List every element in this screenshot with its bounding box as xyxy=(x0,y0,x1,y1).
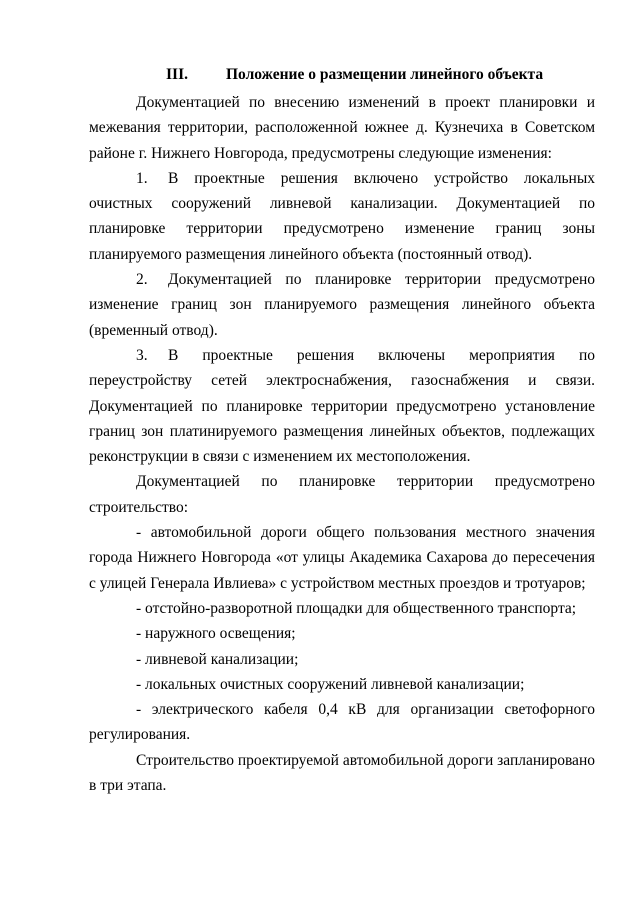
list-item-2-text: Документацией по планировке территории предусмотрено изменение границ зон планируемого размещения линейного объекта (временный отвод). xyxy=(89,271,595,339)
list-item-3-number: 3. xyxy=(136,346,148,364)
list-item-1-number: 1. xyxy=(136,169,148,187)
list-item-3 xyxy=(89,343,595,469)
dash-item-sewer: - ливневой канализации; xyxy=(136,650,299,668)
dash-item-lighting: - наружного освещения; xyxy=(136,625,296,643)
section-number: III. xyxy=(166,66,188,83)
dash-item-cable: - электрического кабеля 0,4 кВ для организации светофорного регулирования. xyxy=(89,701,595,744)
dash-item-treatment: - локальных очистных сооружений ливневой канализации; xyxy=(136,675,525,693)
list-item-1-text: В проектные решения включено устройство локальных очистных сооружений ливневой канализации. Документацией по планировке территории предусмотрено изменение границ зоны планируемого размещения линейного объекта (постоянный отвод). xyxy=(89,169,595,263)
stages-paragraph: Строительство проектируемой автомобильной дороги запланировано в три этапа. xyxy=(89,751,595,795)
section-heading xyxy=(89,64,595,86)
section-title: Положение о размещении линейного объекта xyxy=(226,66,544,83)
list-item-3-text: В проектные решения включены мероприятия по переустройству сетей электроснабжения, газоснабжения и связи. Документацией по планировке территории предусмотрено установление границ зон платинируемого размещения линейных объектов, подлежащих реконструкции в связи с изменением их местоположения. xyxy=(89,346,595,466)
list-item-2 xyxy=(89,267,595,343)
intro-paragraph: Документацией по внесению изменений в проект планировки и межевания территории, расположенной южнее д. Кузнечиха в Советском районе г. Нижнего Новгорода, предусмотрены следующие изменения: xyxy=(89,94,595,162)
list-item-1 xyxy=(89,166,595,267)
dash-item-road: - автомобильной дороги общего пользования местного значения города Нижнего Новгорода «от улицы Академика Сахарова до пересечения с улицей Генерала Ивлиева» с устройством местных проездов и тротуаров; xyxy=(89,524,595,592)
dash-item-turnaround: - отстойно-разворотной площадки для общественного транспорта; xyxy=(136,599,577,617)
construction-paragraph: Документацией по планировке территории предусмотрено строительство: xyxy=(89,473,595,516)
list-item-2-number: 2. xyxy=(136,271,148,289)
document-page xyxy=(89,64,595,798)
